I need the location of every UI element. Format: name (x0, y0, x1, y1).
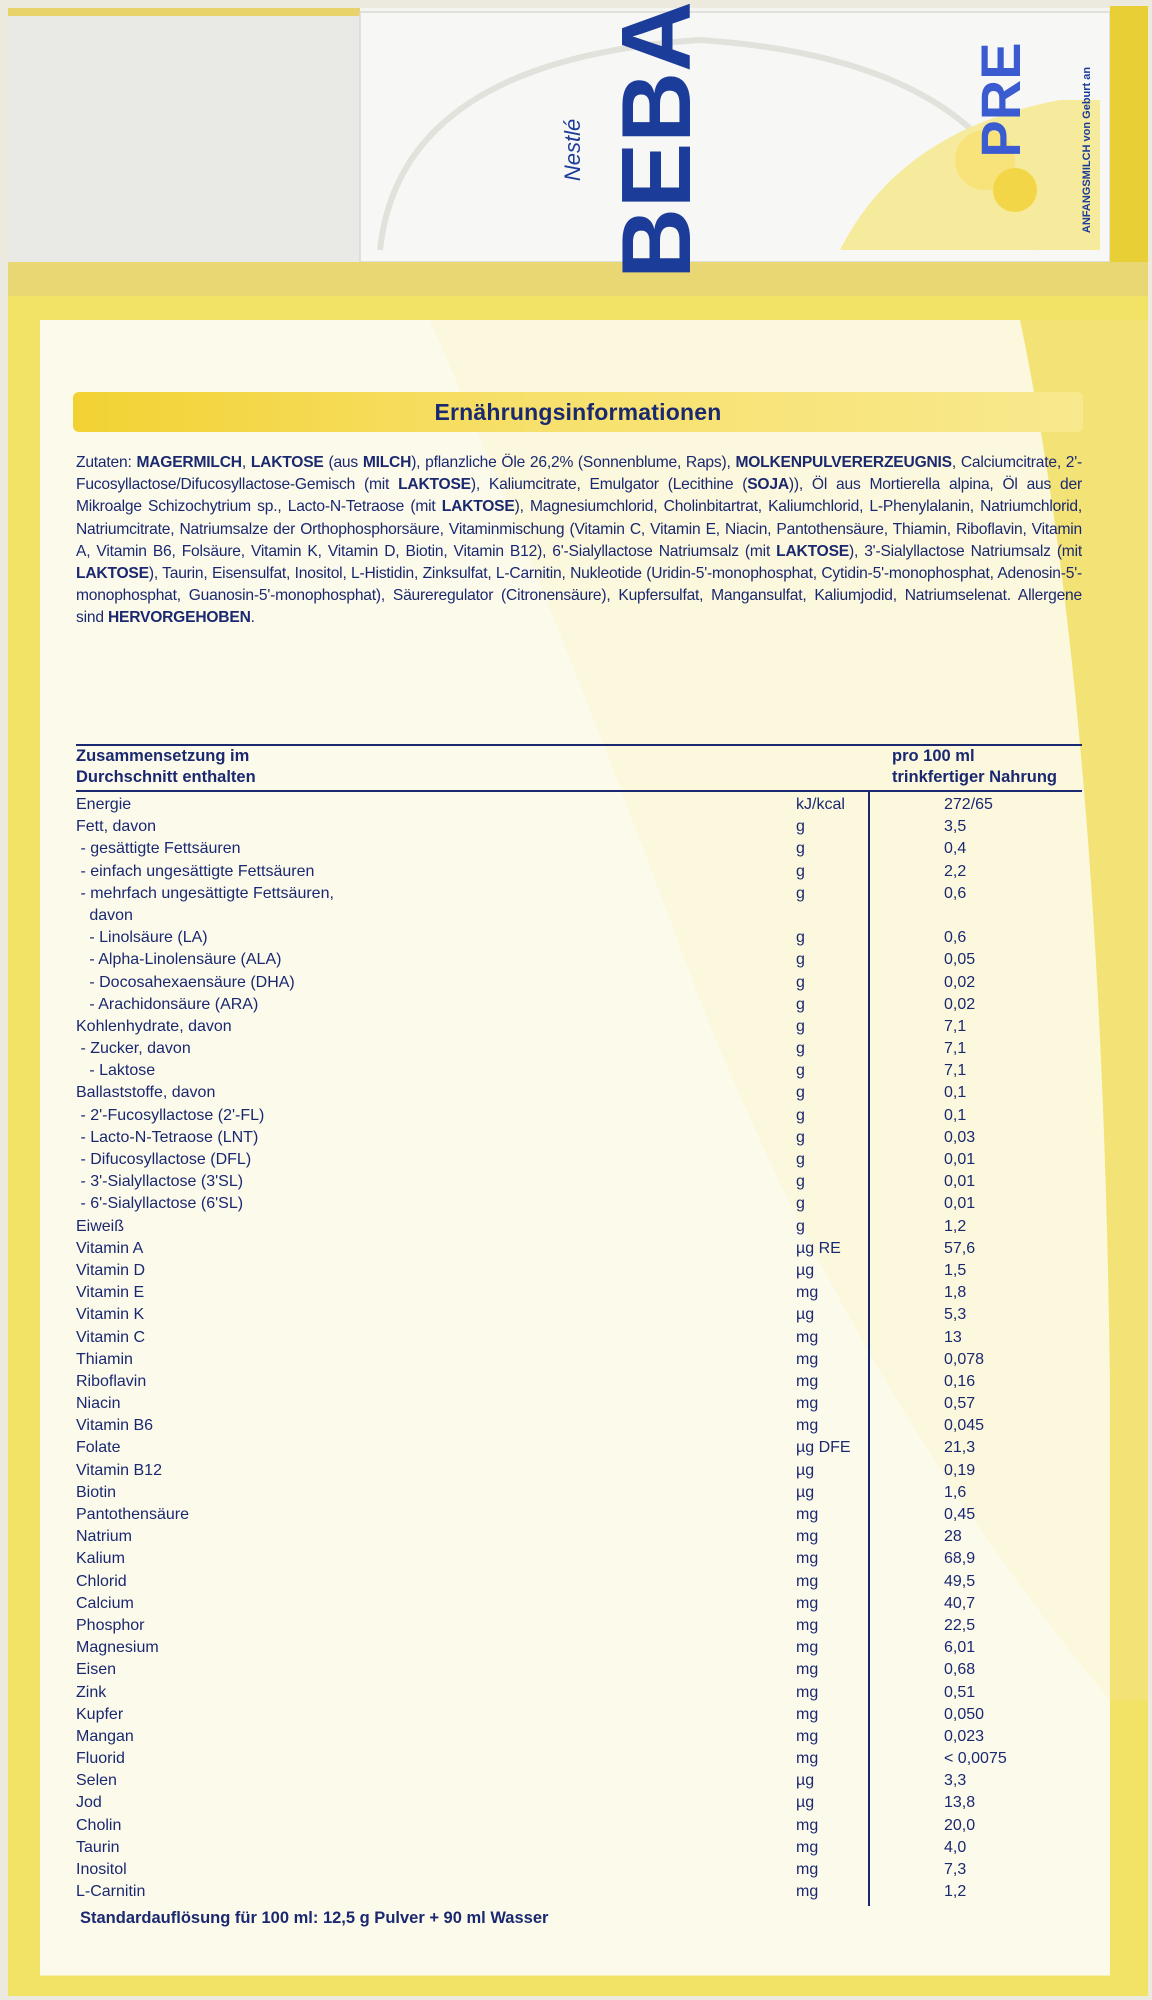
nutrient-unit: g (796, 862, 805, 880)
nutrient-value: 40,7 (944, 1594, 976, 1612)
nutrient-name: Vitamin D (76, 1261, 146, 1279)
nutrient-unit: g (796, 818, 805, 836)
nutrient-name: Calcium (76, 1594, 134, 1612)
nutrient-unit: µg (796, 1306, 815, 1324)
ingredient-text: Zutaten: (76, 454, 137, 471)
ingredient-allergen: SOJA (747, 476, 789, 494)
nutrient-unit: g (796, 1040, 805, 1058)
ingredient-allergen: MOLKENPULVERERZEUGNIS (735, 454, 952, 471)
nutrient-unit: mg (796, 1705, 819, 1723)
nutrient-value: 5,3 (944, 1306, 967, 1324)
ingredient-text: , Calciumcitrate, 2'-Fucosyllactose/Difucosyllactose-Gemisch (mit (76, 454, 1083, 494)
table-head-right-line1: pro 100 ml (892, 747, 975, 765)
nutrient-value: 1,8 (944, 1284, 967, 1302)
table-row (76, 1171, 1082, 1193)
nutrient-value: 0,6 (944, 929, 967, 947)
nutrient-unit: mg (796, 1861, 819, 1878)
nutrient-unit: g (796, 929, 805, 947)
nutrient-name: Ballaststoffe, davon (76, 1084, 216, 1102)
nutrient-value: 0,16 (944, 1372, 976, 1390)
table-row (76, 1105, 1082, 1127)
svg-text:BEBA: BEBA (601, 1, 711, 279)
ingredient-allergen: LAKTOSE (776, 542, 849, 560)
nutrient-value: 0,19 (944, 1461, 976, 1479)
nutrient-unit: mg (796, 1883, 819, 1901)
nutrient-name: Eiweiß (76, 1217, 125, 1235)
nutrient-unit: mg (796, 1838, 819, 1856)
table-row (76, 1548, 1082, 1570)
nutrient-unit: mg (796, 1750, 819, 1768)
nutrient-value: 1,5 (944, 1261, 967, 1279)
nutrient-name: Pantothensäure (76, 1506, 189, 1523)
nutrient-value: 0,01 (944, 1195, 976, 1213)
nutrient-unit: g (796, 1084, 805, 1102)
table-row (76, 1615, 1082, 1637)
table-row (76, 1216, 1082, 1238)
nutrient-unit: g (796, 1128, 805, 1146)
nutrient-value: 0,02 (944, 995, 976, 1013)
table-row (76, 1149, 1082, 1171)
table-row (76, 927, 1082, 949)
nutrient-unit: µg (796, 1261, 815, 1279)
ingredient-text: ), pflanzliche Öle 26,2% (Sonnenblume, Raps), (411, 454, 736, 471)
table-row (76, 1659, 1082, 1681)
nutrient-name: - Difucosyllactose (DFL) (76, 1151, 252, 1168)
nutrient-value: 0,57 (944, 1395, 976, 1413)
ingredient-allergen: LAKTOSE (441, 498, 515, 516)
table-row (76, 1238, 1082, 1260)
ingredient-text: )), Öl aus Mortierella alpina, Öl aus der Mikroalge Schizochytrium sp., Lacto-N-Tetraose (mit (76, 476, 1082, 516)
table-row (76, 1526, 1082, 1548)
reconstitution-footnote: Standardauflösung für 100 ml: 12,5 g Pulver + 90 ml Wasser (80, 1909, 549, 1927)
nutrient-unit: g (796, 1151, 805, 1168)
nutrient-value: 0,01 (944, 1151, 976, 1168)
nutrient-name: - gesättigte Fettsäuren (76, 840, 241, 858)
nutrient-name: Magnesium (76, 1639, 159, 1657)
table-head-left-line2: Durchschnitt enthalten (76, 768, 256, 786)
table-body (76, 794, 1082, 1903)
table-row (76, 838, 1082, 860)
table-row (76, 1770, 1082, 1792)
table-row (76, 816, 1082, 838)
nutrient-unit: mg (796, 1528, 819, 1546)
nutrient-name: - Docosahexaensäure (DHA) (76, 973, 295, 991)
nutrient-value: 0,51 (944, 1683, 976, 1701)
table-row (76, 861, 1082, 883)
ingredient-text: , (241, 454, 251, 471)
nutrient-name: Chlorid (76, 1572, 127, 1590)
nutrient-unit: µg (796, 1461, 815, 1479)
nutrition-header-title: Ernährungsinformationen (434, 399, 722, 425)
nutrient-name: - einfach ungesättigte Fettsäuren (76, 862, 315, 880)
table-row (76, 1859, 1082, 1881)
table-row (76, 1393, 1082, 1415)
nutrient-name: Vitamin K (76, 1306, 145, 1324)
nutrient-name: - Zucker, davon (76, 1040, 191, 1058)
ingredient-text: ), 3'-Sialyllactose Natriumsalz (mit (849, 542, 1082, 560)
nutrient-unit: µg (796, 1772, 815, 1790)
nutrient-name: Energie (76, 796, 132, 813)
nutrient-value: 2,2 (944, 862, 967, 880)
nutrient-value: 272/65 (944, 796, 993, 813)
nutrient-value: 1,6 (944, 1483, 967, 1501)
table-head-left-line1: Zusammensetzung im (76, 747, 250, 765)
nutrient-name: Kohlenhydrate, davon (76, 1017, 232, 1035)
nutrient-name: Niacin (76, 1395, 121, 1413)
brand-variant (1000, 90, 1002, 91)
nutrient-value: 3,3 (944, 1772, 967, 1790)
nutrient-unit: mg (796, 1328, 819, 1346)
nutrient-unit: mg (796, 1395, 819, 1413)
nutrient-value: 7,1 (944, 1062, 967, 1080)
svg-text:ANFANGSMILCH von Geburt an: ANFANGSMILCH von Geburt an (1081, 66, 1093, 234)
nutrient-name: Jod (76, 1794, 102, 1812)
nutrient-unit: µg (796, 1483, 815, 1501)
nutrient-value: < 0,0075 (944, 1750, 1007, 1768)
table-row (76, 1815, 1082, 1837)
nutrient-value: 0,68 (944, 1661, 976, 1679)
table-row (76, 1482, 1082, 1504)
nutrient-name: - Alpha-Linolensäure (ALA) (76, 951, 282, 969)
table-row (76, 1792, 1082, 1814)
nutrient-value: 1,2 (944, 1217, 967, 1235)
nutrient-name: Folate (76, 1439, 121, 1457)
nutrient-name: - 6'-Sialyllactose (6'SL) (76, 1195, 244, 1213)
table-row (76, 1460, 1082, 1482)
nutrient-value: 0,050 (944, 1705, 985, 1723)
nutrient-value: 0,1 (944, 1106, 967, 1124)
ingredient-allergen: MAGERMILCH (136, 454, 242, 471)
nutrient-unit: mg (796, 1550, 819, 1568)
nutrient-unit: g (796, 995, 805, 1013)
table-row (76, 1327, 1082, 1349)
ingredient-allergen: LAKTOSE (250, 454, 324, 471)
table-row (76, 1837, 1082, 1859)
table-row (76, 1260, 1082, 1282)
nutrient-name: Vitamin C (76, 1328, 146, 1346)
nutrient-unit: µg (796, 1794, 815, 1812)
nutrient-name: - Arachidonsäure (ARA) (76, 995, 259, 1013)
nutrient-value: 4,0 (944, 1838, 967, 1856)
nutrient-name: Riboflavin (76, 1372, 147, 1390)
table-row (76, 1682, 1082, 1704)
nutrient-value: 28 (944, 1528, 962, 1546)
brand-maker (540, 140, 543, 141)
svg-text:PRE: PRE (969, 42, 1032, 158)
table-row (76, 949, 1082, 971)
nutrient-value: 0,078 (944, 1350, 985, 1368)
table-row (76, 1726, 1082, 1748)
nutrient-value: 0,05 (944, 951, 976, 969)
table-row (76, 972, 1082, 994)
nutrient-name: - Linolsäure (LA) (76, 929, 208, 947)
nutrient-unit: g (796, 840, 805, 858)
table-row (76, 1127, 1082, 1149)
nutrient-name: - Lacto-N-Tetraose (LNT) (76, 1128, 259, 1146)
nutrient-name: Mangan (76, 1727, 134, 1745)
nutrient-unit: µg RE (796, 1239, 841, 1257)
table-row (76, 1371, 1082, 1393)
nutrient-unit: mg (796, 1284, 819, 1302)
nutrient-unit: mg (796, 1594, 819, 1612)
nutrient-name: davon (76, 906, 133, 924)
ingredient-text: (aus (323, 454, 363, 471)
ingredient-allergen: HERVORGEHOBEN (107, 609, 251, 627)
nutrient-name: Inositol (76, 1861, 127, 1878)
nutrient-name: Vitamin B6 (76, 1417, 154, 1435)
table-row (76, 1349, 1082, 1371)
table-row (76, 905, 1082, 927)
table-row (76, 1704, 1082, 1726)
nutrition-header-bar (73, 392, 1083, 432)
nutrient-value: 0,1 (944, 1084, 967, 1102)
table-row (76, 1881, 1082, 1903)
nutrient-unit: g (796, 951, 805, 969)
nutrient-value: 0,03 (944, 1128, 976, 1146)
nutrient-unit: g (796, 1217, 805, 1235)
nutrient-name: - 2'-Fucosyllactose (2'-FL) (76, 1106, 265, 1124)
brand-side-text (1080, 140, 1095, 141)
table-row (76, 1082, 1082, 1104)
nutrient-value: 3,5 (944, 818, 967, 836)
nutrient-name: Vitamin E (76, 1284, 145, 1302)
nutrient-value: 0,023 (944, 1727, 985, 1745)
nutrient-unit: kJ/kcal (796, 796, 845, 813)
nutrient-name: Vitamin B12 (76, 1461, 162, 1479)
ingredient-text: . (250, 609, 255, 627)
nutrient-unit: g (796, 884, 805, 902)
nutrient-value: 7,1 (944, 1040, 967, 1058)
nutrient-value: 57,6 (944, 1239, 976, 1257)
nutrient-value: 0,45 (944, 1506, 976, 1523)
nutrient-unit: mg (796, 1350, 819, 1368)
nutrient-unit: mg (796, 1506, 819, 1523)
nutrient-value: 0,01 (944, 1173, 976, 1191)
table-row (76, 994, 1082, 1016)
nutrient-name: Phosphor (76, 1616, 145, 1634)
table-row (76, 1593, 1082, 1615)
nutrient-unit: mg (796, 1727, 819, 1745)
nutrient-name: Taurin (76, 1838, 120, 1856)
nutrient-name: Cholin (76, 1816, 122, 1834)
nutrient-unit: g (796, 1062, 805, 1080)
nutrient-value: 0,6 (944, 884, 967, 902)
table-row (76, 1038, 1082, 1060)
table-row (76, 1016, 1082, 1038)
table-row (76, 1571, 1082, 1593)
table-head-left (76, 746, 256, 788)
ingredient-allergen: LAKTOSE (398, 476, 471, 494)
nutrient-name: L-Carnitin (76, 1883, 146, 1901)
nutrient-value: 20,0 (944, 1816, 976, 1834)
nutrient-value: 0,02 (944, 973, 976, 991)
nutrient-unit: g (796, 1017, 805, 1035)
nutrient-unit: mg (796, 1661, 819, 1679)
ingredient-text: ), Taurin, Eisensulfat, Inositol, L-Histidin, Zinksulfat, L-Carnitin, Nukleotide (Uridin-5'-monophosphat, Cytidin-5'-monophosphat, Adenosin-5'-monophosphat, Guanosin-5'-monophosphat), Säureregulator (Citronensäure), Kupfersulfat, Mangansulfat, Kaliumjodid, Natriumselenat. Allergene sind (76, 565, 1082, 627)
nutrient-unit: g (796, 1173, 805, 1191)
nutrient-value: 13 (944, 1328, 962, 1346)
nutrient-unit: g (796, 1195, 805, 1213)
ingredient-allergen: MILCH (362, 454, 412, 471)
nutrient-name: Fluorid (76, 1750, 125, 1768)
nutrient-value: 7,1 (944, 1017, 967, 1035)
nutrient-value: 7,3 (944, 1861, 967, 1878)
nutrient-name: Natrium (76, 1528, 133, 1546)
nutrient-value: 22,5 (944, 1616, 976, 1634)
table-row (76, 1637, 1082, 1659)
nutrient-unit: mg (796, 1616, 819, 1634)
nutrient-name: Thiamin (76, 1350, 133, 1368)
ingredient-text: ), Kaliumcitrate, Emulgator (Lecithine ( (470, 476, 748, 494)
nutrient-unit: mg (796, 1417, 819, 1435)
nutrient-unit: g (796, 1106, 805, 1124)
ingredient-text: ), Magnesiumchlorid, Cholinbitartrat, Kaliumchlorid, L-Phenylalanin, Natriumchlorid, Natriumcitrate, Natriumsalze der Orthophosphorsäure, Vitaminmischung (Vitamin C, Vitamin E, Niacin, Pantothensäure, Thiamin, Riboflavin, Vitamin A, Vitamin B6, Folsäure, Vitamin K, Vitamin D, Biotin, Vitamin B12), 6'-Sialyllactose Natriumsalz (mit (76, 498, 1082, 560)
nutrient-name: Kalium (76, 1550, 125, 1568)
table-row (76, 1415, 1082, 1437)
nutrient-name: - 3'-Sialyllactose (3'SL) (76, 1173, 244, 1191)
table-row (76, 1504, 1082, 1526)
ingredient-allergen: LAKTOSE (76, 565, 149, 583)
nutrient-value: 0,045 (944, 1417, 985, 1435)
nutrient-value: 6,01 (944, 1639, 976, 1657)
table-row (76, 1437, 1082, 1459)
table-head-right (892, 746, 1057, 788)
table-row (76, 1282, 1082, 1304)
nutrient-name: Biotin (76, 1483, 117, 1501)
nutrient-name: - Laktose (76, 1062, 156, 1080)
table-head-right-line2: trinkfertiger Nahrung (892, 768, 1058, 786)
nutrient-value: 49,5 (944, 1572, 976, 1590)
nutrient-name: - mehrfach ungesättigte Fettsäuren, (76, 884, 334, 902)
nutrient-name: Eisen (76, 1661, 117, 1679)
table-row (76, 1060, 1082, 1082)
brand-beba-label (620, 40, 760, 240)
nutrient-name: Vitamin A (76, 1239, 144, 1257)
nutrient-unit: g (796, 973, 805, 991)
nutrient-unit: mg (796, 1639, 819, 1657)
nutrient-value: 68,9 (944, 1550, 976, 1568)
nutrient-unit: mg (796, 1572, 819, 1590)
table-row (76, 1748, 1082, 1770)
table-row (76, 1193, 1082, 1215)
table-row (76, 1304, 1082, 1326)
nutrient-unit: µg DFE (796, 1439, 851, 1457)
nutrient-name: Fett, davon (76, 818, 157, 836)
nutrient-name: Kupfer (76, 1705, 124, 1723)
svg-text:Nestlé: Nestlé (560, 118, 585, 182)
nutrient-name: Zink (76, 1683, 107, 1701)
nutrient-name: Selen (76, 1772, 117, 1790)
nutrient-unit: mg (796, 1683, 819, 1701)
ingredients-text (76, 452, 1082, 630)
table-row (76, 883, 1082, 905)
nutrient-value: 13,8 (944, 1794, 976, 1812)
nutrient-value: 1,2 (944, 1883, 967, 1901)
nutrient-value: 0,4 (944, 840, 967, 858)
table-row (76, 794, 1082, 816)
nutrient-value: 21,3 (944, 1439, 976, 1457)
table-head-rule (76, 790, 1082, 792)
nutrient-unit: mg (796, 1372, 819, 1390)
nutrient-unit: mg (796, 1816, 819, 1834)
